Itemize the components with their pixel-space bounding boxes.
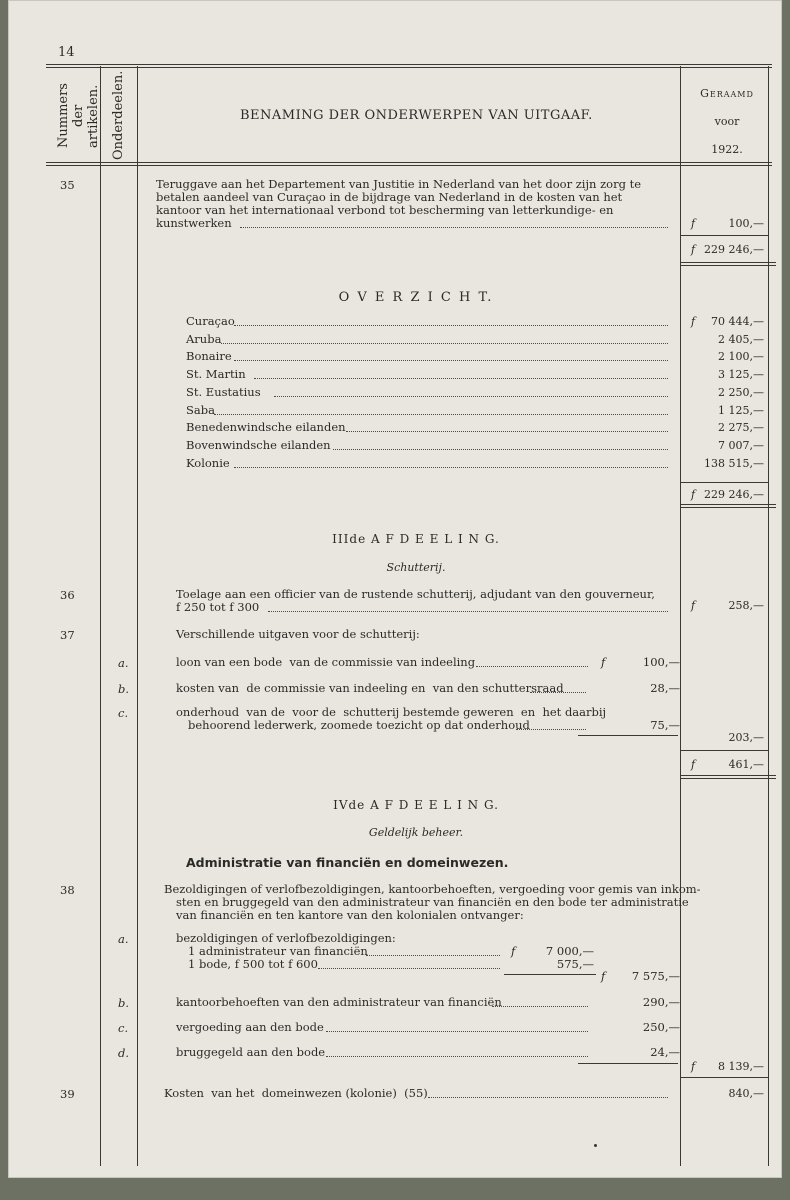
- afdeeling-3-title: IIIde A F D E E L I N G.: [332, 532, 500, 546]
- overzicht-row-amount: 3 125,—: [718, 368, 764, 381]
- afdeeling-4-subtitle: Geldelijk beheer.: [368, 826, 464, 839]
- article-number-39: 39: [60, 1087, 75, 1101]
- header-title: BENAMING DER ONDERWERPEN VAN UITGAAF.: [240, 108, 593, 123]
- overzicht-row-amount: 2 250,—: [718, 386, 764, 399]
- afd3-total: 461,—: [728, 758, 764, 771]
- header-geraamd-2: voor: [714, 115, 740, 128]
- currency-f: f: [691, 1060, 696, 1073]
- art38-a2-amount: 575,—: [556, 957, 594, 971]
- leader-dots: [326, 1056, 588, 1057]
- art38-a1-amount: 7 000,—: [545, 944, 594, 958]
- leader-dots: [274, 396, 668, 397]
- currency-f: f: [691, 217, 696, 230]
- leader-dots: [333, 449, 668, 450]
- art38-d-amount: 24,—: [650, 1045, 680, 1059]
- article-number-38: 38: [60, 883, 75, 897]
- art38-c-letter: c.: [118, 1021, 129, 1035]
- double-rule: [680, 262, 776, 266]
- sum-rule: [504, 974, 596, 975]
- overzicht-row-label: St. Martin: [186, 367, 246, 381]
- sum-rule: [680, 1077, 768, 1078]
- leader-dots: [346, 431, 668, 432]
- header-bottom-rule-2: [46, 165, 772, 166]
- overzicht-title: O V E R Z I C H T.: [338, 290, 494, 305]
- art37-c-line-1: onderhoud van de voor de schutterij bestemde geweren en het daarbij: [176, 705, 607, 719]
- overzicht-row-amount: 138 515,—: [704, 457, 764, 470]
- afd-total-1: 229 246,—: [704, 243, 764, 256]
- art37-a-letter: a.: [118, 656, 129, 670]
- leader-dots: [254, 378, 668, 379]
- sum-rule: [680, 482, 768, 483]
- overzicht-row-amount: 2 405,—: [718, 333, 764, 346]
- header-geraamd-1: Geraamd: [700, 87, 754, 100]
- overzicht-row-label: St. Eustatius: [186, 385, 261, 399]
- article-number-35: 35: [60, 178, 75, 192]
- art35-line-1: Teruggave aan het Departement van Justitie in Nederland van het door zijn zorg te: [156, 177, 642, 191]
- art38-line-1: Bezoldigingen of verlofbezoldigingen, kantoorbehoeften, vergoeding voor gemis van inkom-: [164, 882, 701, 896]
- afdeeling-4-title: IVde A F D E E L I N G.: [333, 798, 499, 812]
- overzicht-row-label: Bovenwindsche eilanden: [186, 438, 331, 452]
- section-heading: Administratie van financiën en domeinwezen.: [186, 855, 509, 870]
- art38-b-text: kantoorbehoeften van den administrateur van financiën: [176, 995, 502, 1009]
- art37-c-amount: 75,—: [650, 718, 680, 732]
- art37-b-amount: 28,—: [650, 681, 680, 695]
- art38-b-amount: 290,—: [642, 995, 680, 1009]
- leader-dots: [234, 467, 668, 468]
- overzicht-row-label: Curaçao: [186, 314, 235, 328]
- currency-f: f: [691, 243, 696, 256]
- header-bottom-rule: [46, 162, 772, 163]
- art38-b-letter: b.: [118, 996, 130, 1010]
- leader-dots: [268, 611, 668, 612]
- art38-line-3: van financiën en ten kantore van den kolonialen ontvanger:: [176, 908, 524, 922]
- overzicht-row-amount: 70 444,—: [711, 315, 764, 328]
- art38-a-letter: a.: [118, 932, 129, 946]
- overzicht-row-label: Aruba: [186, 332, 222, 346]
- leader-dots: [318, 968, 500, 969]
- art36-amount: 258,—: [728, 599, 764, 612]
- art35-line-2: betalen aandeel van Curaçao in de bijdrage van Nederland in de kosten van het: [156, 190, 623, 204]
- leader-dots: [221, 343, 668, 344]
- art36-line-1: Toelage aan een officier van de rustende schutterij, adjudant van den gouverneur,: [176, 587, 655, 601]
- overzicht-row-amount: 7 007,—: [718, 439, 764, 452]
- column-divider-2: [137, 66, 138, 1166]
- sum-rule: [578, 1063, 678, 1064]
- overzicht-total: 229 246,—: [704, 488, 764, 501]
- art35-line-4: kunstwerken: [156, 216, 232, 230]
- overzicht-row-label: Saba: [186, 403, 215, 417]
- overzicht-row-label: Benedenwindsche eilanden: [186, 420, 346, 434]
- header-geraamd: [682, 80, 772, 164]
- leader-dots: [428, 1097, 668, 1098]
- speck: [594, 1144, 597, 1147]
- currency-f: f: [601, 969, 606, 983]
- article-number-36: 36: [60, 588, 75, 602]
- double-rule: [680, 504, 776, 508]
- article-number-37: 37: [60, 628, 75, 642]
- column-divider-1: [100, 66, 101, 1166]
- art37-b-text: kosten van de commissie van indeeling en van den schuttersraad: [176, 681, 564, 695]
- leader-dots: [234, 360, 668, 361]
- art37-a-amount: 100,—: [642, 655, 680, 669]
- leader-dots: [234, 325, 668, 326]
- art39-amount: 840,—: [728, 1087, 764, 1100]
- art37-text: Verschillende uitgaven voor de schutterij:: [176, 627, 420, 641]
- header-nummers: Nummers der artikelen.: [56, 83, 101, 149]
- sum-rule: [578, 735, 678, 736]
- header-top-rule: [46, 64, 772, 65]
- leader-dots: [516, 729, 586, 730]
- art38-c-amount: 250,—: [642, 1020, 680, 1034]
- art37-c-line-2: behoorend lederwerk, zoomede toezicht op dat onderhoud: [188, 718, 530, 732]
- currency-f: f: [691, 758, 696, 771]
- sum-rule: [680, 750, 768, 751]
- overzicht-row-label: Kolonie: [186, 456, 230, 470]
- leader-dots: [492, 1006, 588, 1007]
- double-rule: [680, 775, 776, 779]
- column-divider-3: [680, 66, 681, 1166]
- art38-a-text: bezoldigingen of verlofbezoldigingen:: [176, 931, 396, 945]
- overzicht-row-amount: 1 125,—: [718, 404, 764, 417]
- art36-line-2: f 250 tot f 300: [176, 600, 260, 614]
- leader-dots: [476, 666, 588, 667]
- art37-subtotal: 203,—: [728, 731, 764, 744]
- leader-dots: [214, 414, 668, 415]
- art38-a-total: 7 575,—: [631, 969, 680, 983]
- overzicht-row-amount: 2 100,—: [718, 350, 764, 363]
- header-top-rule-2: [46, 67, 772, 68]
- art38-d-text: bruggegeld aan den bode: [176, 1045, 326, 1059]
- leader-dots: [326, 1031, 588, 1032]
- header-geraamd-3: 1922.: [711, 143, 743, 156]
- afdeeling-3-subtitle: Schutterij.: [386, 561, 446, 574]
- art37-c-letter: c.: [118, 706, 129, 720]
- overzicht-row-label: Bonaire: [186, 349, 232, 363]
- art38-a2-text: 1 bode, f 500 tot f 600: [188, 957, 318, 971]
- art38-line-2: sten en bruggegeld van den administrateur van financiën en den bode ter administratie: [176, 895, 689, 909]
- art35-amount: 100,—: [728, 217, 764, 230]
- leader-dots: [530, 692, 586, 693]
- overzicht-row-amount: 2 275,—: [718, 421, 764, 434]
- sum-rule: [680, 235, 768, 236]
- art37-b-letter: b.: [118, 682, 130, 696]
- currency-f: f: [601, 655, 606, 669]
- currency-f: f: [691, 599, 696, 612]
- document-page: [8, 0, 782, 1178]
- column-divider-4: [768, 66, 769, 1166]
- page-number: 14: [58, 45, 75, 60]
- art38-c-text: vergoeding aan den bode: [176, 1020, 324, 1034]
- leader-dots: [240, 227, 668, 228]
- art38-d-letter: d.: [118, 1046, 130, 1060]
- currency-f: f: [691, 315, 696, 328]
- header-onderdeelen: Onderdeelen.: [111, 70, 126, 160]
- art38-a1-text: 1 administrateur van financiën: [188, 944, 368, 958]
- art39-text: Kosten van het domeinwezen (kolonie) (55): [164, 1086, 428, 1100]
- currency-f: f: [691, 488, 696, 501]
- art35-line-3: kantoor van het internationaal verbond tot bescherming van letterkundige- en: [156, 203, 614, 217]
- leader-dots: [366, 955, 500, 956]
- currency-f: f: [511, 944, 516, 958]
- art37-a-text: loon van een bode van de commissie van indeeling: [176, 655, 476, 669]
- art38-total: 8 139,—: [718, 1060, 764, 1073]
